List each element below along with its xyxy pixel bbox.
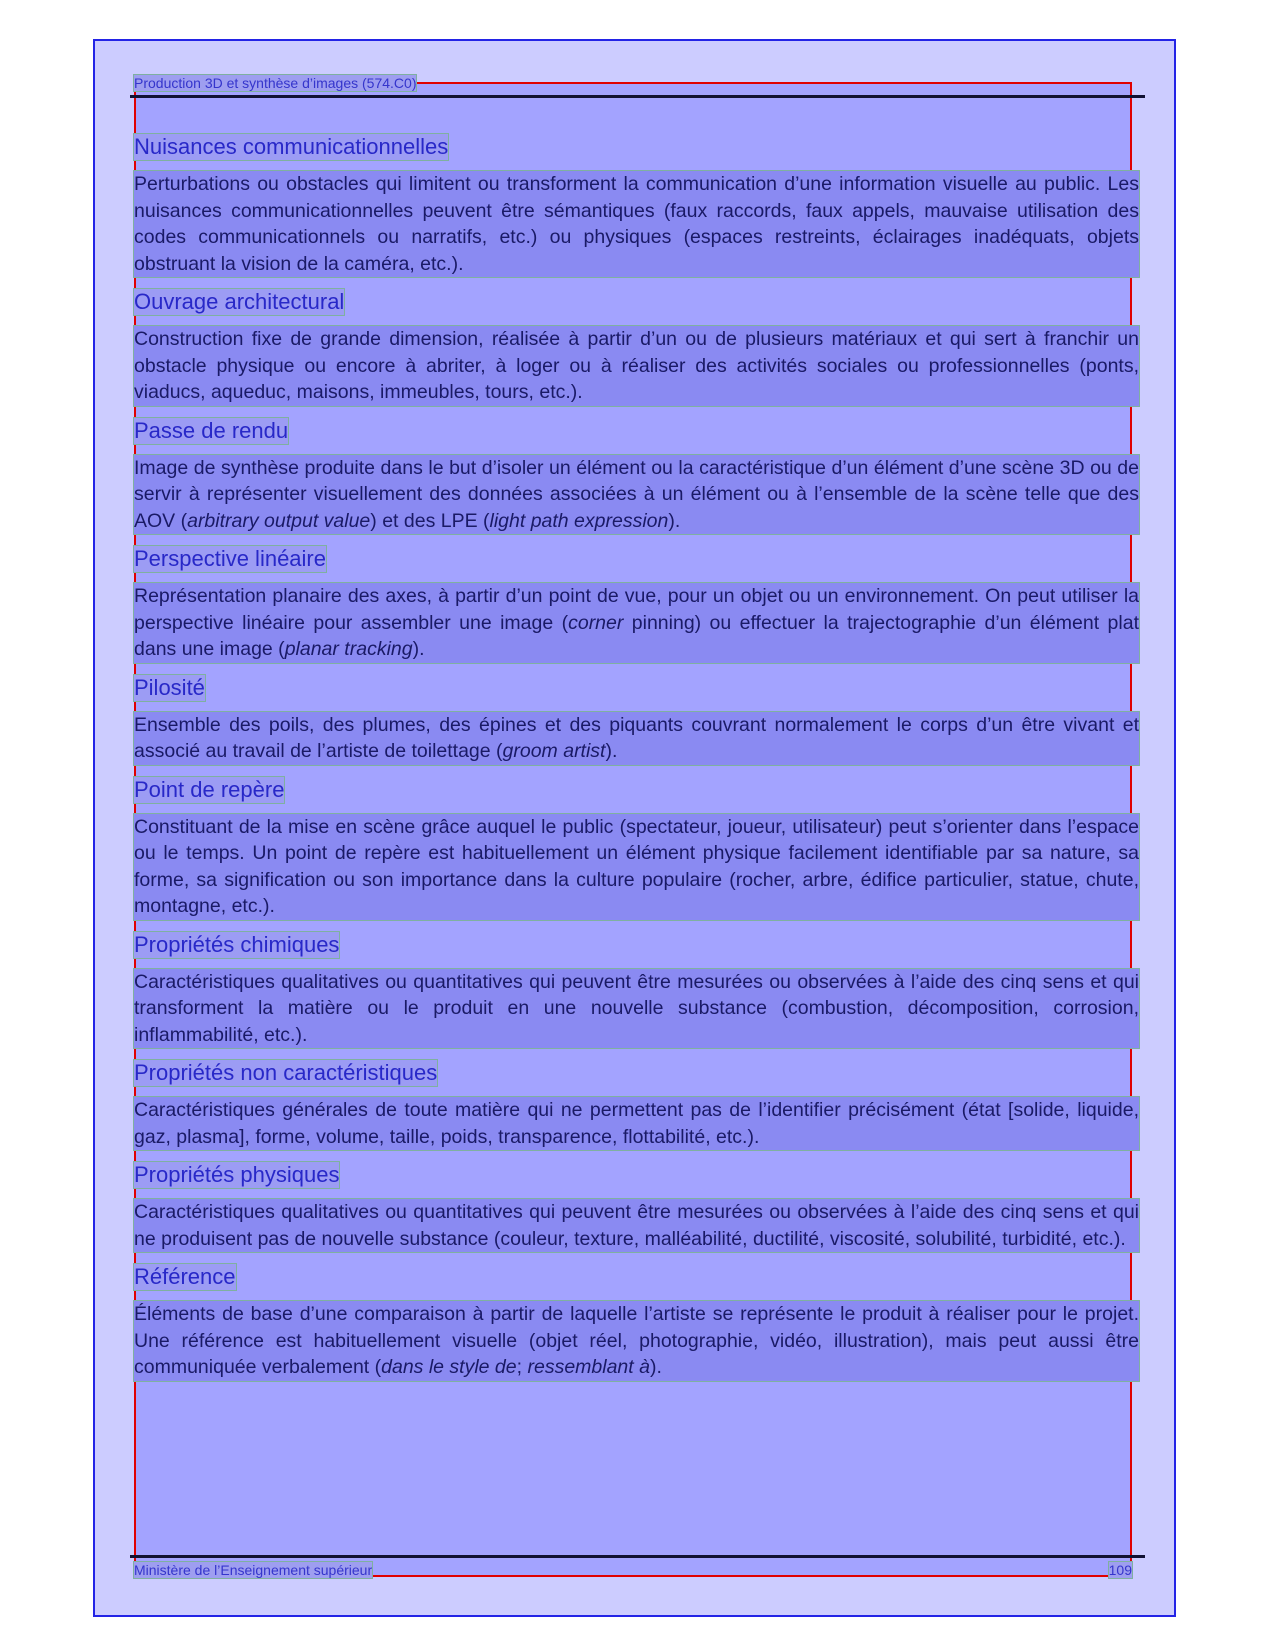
definition-italic-segment: ressemblant à bbox=[527, 1356, 650, 1378]
glossary-term: Perspective linéaire bbox=[134, 546, 326, 571]
glossary-term: Passe de rendu bbox=[134, 417, 289, 443]
glossary-term: Propriétés chimiques bbox=[134, 931, 340, 957]
definition-segment: ). bbox=[668, 509, 681, 532]
definition-italic-segment: corner bbox=[568, 611, 624, 634]
glossary-term: Ouvrage architectural bbox=[134, 289, 345, 314]
glossary-entry bbox=[134, 418, 1139, 535]
glossary-term: Référence bbox=[134, 1264, 236, 1289]
running-header: Production 3D et synthèse d’images (574.C0) bbox=[134, 75, 417, 91]
definition-segment: Caractéristiques qualitatives ou quantitatives qui peuvent être mesurées ou observées à l’aide des cinq sens et qui transforment la matière ou le produit en une nouvelle substance (combustion, décomposition, corrosion, inflammabilité, etc.). bbox=[134, 970, 1139, 1046]
glossary-definition bbox=[134, 814, 1139, 920]
definition-italic-segment: groom artist bbox=[502, 740, 606, 762]
glossary-entry bbox=[134, 1060, 1139, 1150]
definition-segment: Ensemble des poils, des plumes, des épines et des piquants couvrant normalement le corps d’un être vivant et associé au travail de l’artiste de toilettage ( bbox=[134, 713, 1139, 762]
definition-segment: Image de synthèse produite dans le but d’isoler un élément ou la caractéristique d’un élément d’une scène 3D ou de servir à représenter visuellement des données associées à un élément ou à l’ensemble de la scène telle que des AOV ( bbox=[134, 456, 1139, 532]
glossary-entry bbox=[134, 1264, 1139, 1381]
glossary-term: Pilosité bbox=[134, 674, 205, 700]
definition-segment: pinning) ou effectuer la trajectographie d’un élément plat dans une image ( bbox=[134, 611, 1139, 660]
definition-segment: ). bbox=[412, 638, 425, 660]
definition-segment: Caractéristiques générales de toute matière qui ne permettent pas de l’identifier précisément (état [solide, liquide, gaz, plasma], forme, volume, taille, poids, transparence, flottabilité, etc.). bbox=[134, 1099, 1139, 1148]
glossary-term: Nuisances communicationnelles bbox=[134, 134, 449, 159]
glossary-definition bbox=[134, 712, 1139, 765]
glossary-definition bbox=[134, 171, 1139, 277]
glossary-entry bbox=[134, 932, 1139, 1049]
definition-italic-segment: light path expression bbox=[489, 509, 669, 532]
definition-segment: Représentation planaire des axes, à partir d’un point de vue, pour un objet ou un environnement. On peut utiliser la perspective linéaire pour assembler une image ( bbox=[134, 585, 1139, 634]
glossary-term: Point de repère bbox=[134, 776, 285, 802]
definition-segment: ). bbox=[649, 1356, 662, 1378]
glossary-entry bbox=[134, 134, 1139, 277]
glossary-definition bbox=[134, 1097, 1139, 1150]
footer-ministry: Ministère de l’Enseignement supérieur bbox=[134, 1562, 373, 1578]
glossary-entry bbox=[134, 546, 1139, 663]
definition-segment: Constituant de la mise en scène grâce auquel le public (spectateur, joueur, utilisateur) peut s’orienter dans l’espace ou le temps. Un point de repère est habituellement un élément physique facilement identifiable par sa nature, sa forme, sa signification ou son importance dans la culture populaire (rocher, arbre, édifice particulier, statue, chute, montagne, etc.). bbox=[134, 815, 1139, 917]
footer-rule bbox=[130, 1555, 1145, 1558]
header-rule bbox=[130, 95, 1145, 98]
glossary-definition bbox=[134, 455, 1139, 535]
definition-segment: Caractéristiques qualitatives ou quantitatives qui peuvent être mesurées ou observées à l’aide des cinq sens et qui ne produisent pas de nouvelle substance (couleur, texture, malléabilité, ductilité, viscosité, solubilité, turbidité, etc.). bbox=[134, 1201, 1139, 1250]
definition-italic-segment: arbitrary output value bbox=[187, 509, 371, 532]
glossary-term: Propriétés non caractéristiques bbox=[134, 1060, 438, 1085]
definition-segment: Construction fixe de grande dimension, réalisée à partir d’un ou de plusieurs matériaux et qui sert à franchir un obstacle physique ou encore à abriter, à loger ou à réaliser des activités sociales ou professionnelles (ponts, viaducs, aqueduc, maisons, immeubles, tours, etc.). bbox=[134, 328, 1139, 403]
definition-italic-segment: planar tracking bbox=[284, 638, 413, 660]
glossary-content bbox=[134, 134, 1139, 1393]
definition-segment: ; bbox=[516, 1356, 528, 1378]
definition-italic-segment: dans le style de bbox=[381, 1356, 517, 1378]
glossary-entry bbox=[134, 675, 1139, 765]
glossary-entry bbox=[134, 289, 1139, 406]
definition-segment: Perturbations ou obstacles qui limitent ou transforment la communication d’une information visuelle au public. Les nuisances communicationnelles peuvent être sémantiques (faux raccords, faux appels, mauvaise utilisation des codes communicationnels ou narratifs, etc.) ou physiques (espaces restreints, éclairages inadéquats, objets obstruant la vision de la caméra, etc.). bbox=[134, 173, 1139, 275]
glossary-definition bbox=[134, 969, 1139, 1049]
glossary-definition bbox=[134, 1301, 1139, 1381]
glossary-entry bbox=[134, 1162, 1139, 1252]
definition-segment: ). bbox=[605, 740, 618, 762]
glossary-definition bbox=[134, 1199, 1139, 1252]
glossary-definition bbox=[134, 583, 1139, 663]
glossary-term: Propriétés physiques bbox=[134, 1162, 340, 1187]
definition-segment: Éléments de base d’une comparaison à partir de laquelle l’artiste se représente le produit à réaliser pour le projet. Une référence est habituellement visuelle (objet réel, photographie, vidéo, illustration), mais peut aussi être communiquée verbalement ( bbox=[134, 1303, 1139, 1378]
glossary-entry bbox=[134, 777, 1139, 920]
glossary-definition bbox=[134, 326, 1139, 406]
page-number: 109 bbox=[1108, 1562, 1132, 1578]
definition-segment: ) et des LPE ( bbox=[370, 509, 490, 532]
